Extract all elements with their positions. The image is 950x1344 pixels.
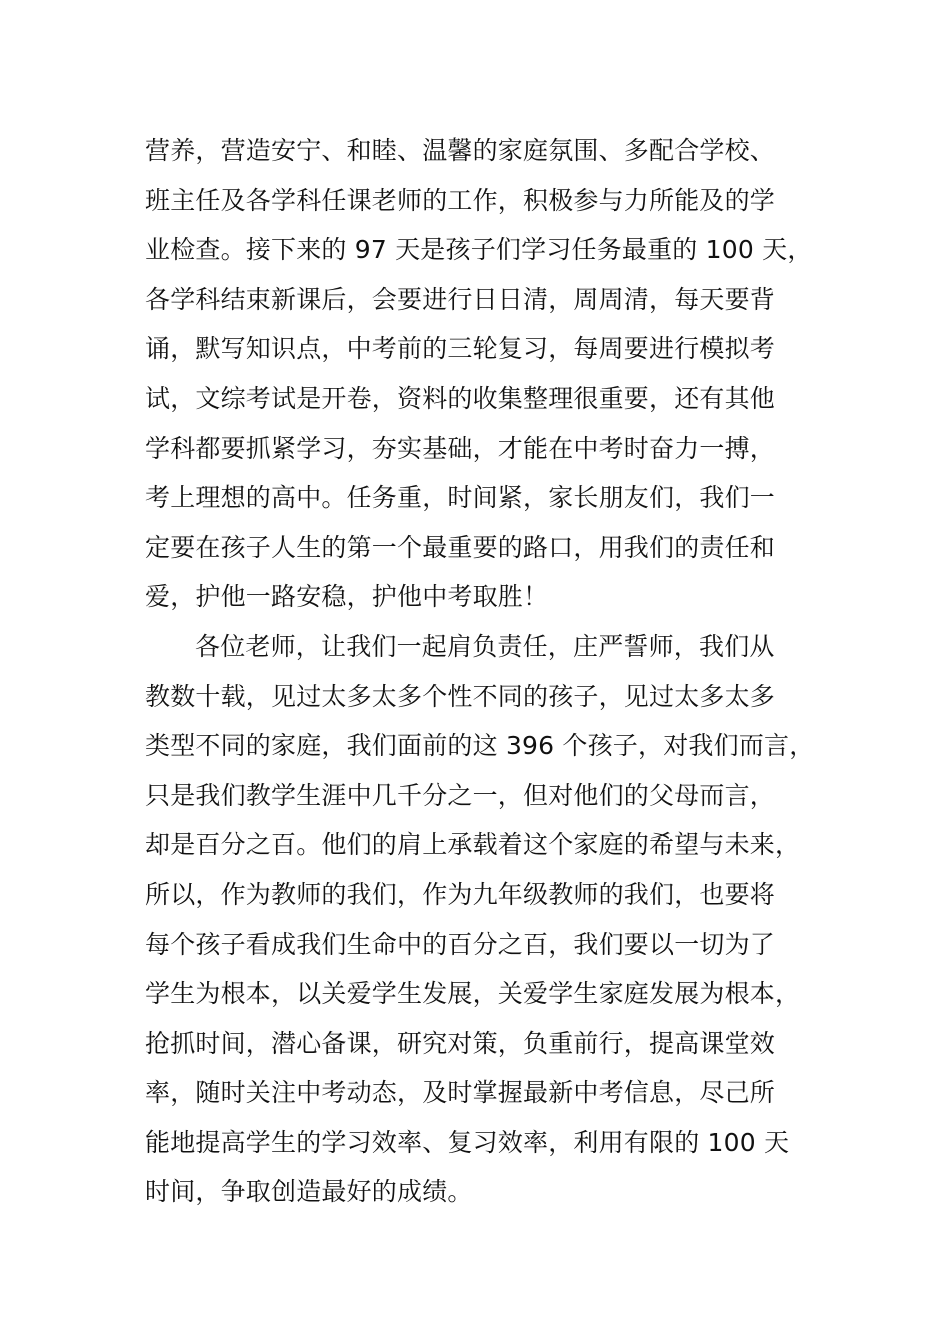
text-line: 学生为根本，以关爱学生发展，关爱学生家庭发展为根本， xyxy=(145,979,801,1009)
text-line: 抢抓时间，潜心备课，研究对策，负重前行，提高课堂效 xyxy=(145,1028,776,1058)
text-line: 类型不同的家庭，我们面前的这 396 个孩子，对我们而言， xyxy=(145,731,815,761)
paragraph-start-line: 各位老师，让我们一起肩负责任，庄严誓师，我们从 xyxy=(195,631,775,661)
text-line: 只是我们教学生涯中几千分之一，但对他们的父母而言， xyxy=(145,780,776,810)
body-text xyxy=(145,126,825,1217)
text-line: 教数十载，见过太多太多个性不同的孩子，见过太多太多 xyxy=(145,681,776,711)
text-line: 考上理想的高中。任务重，时间紧，家长朋友们，我们一 xyxy=(145,483,776,513)
text-line: 定要在孩子人生的第一个最重要的路口，用我们的责任和 xyxy=(145,532,776,562)
text-line: 诵，默写知识点，中考前的三轮复习，每周要进行模拟考 xyxy=(145,334,776,364)
text-line: 每个孩子看成我们生命中的百分之百，我们要以一切为了 xyxy=(145,929,776,959)
text-line: 时间，争取创造最好的成绩。 xyxy=(145,1177,473,1207)
text-line: 各学科结束新课后，会要进行日日清，周周清，每天要背 xyxy=(145,284,776,314)
text-line: 率，随时关注中考动态，及时掌握最新中考信息，尽己所 xyxy=(145,1078,776,1108)
text-line: 学科都要抓紧学习，夯实基础，才能在中考时奋力一搏， xyxy=(145,433,776,463)
text-line: 爱，护他一路安稳，护他中考取胜！ xyxy=(145,582,549,612)
text-line: 所以，作为教师的我们，作为九年级教师的我们，也要将 xyxy=(145,879,776,909)
text-line: 却是百分之百。他们的肩上承载着这个家庭的希望与未来， xyxy=(145,830,801,860)
text-line: 班主任及各学科任课老师的工作，积极参与力所能及的学 xyxy=(145,185,776,215)
text-line: 营养，营造安宁、和睦、温馨的家庭氛围、多配合学校、 xyxy=(145,136,776,165)
text-line: 能地提高学生的学习效率、复习效率，利用有限的 100 天 xyxy=(145,1127,790,1157)
text-line: 试，文综考试是开卷，资料的收集整理很重要，还有其他 xyxy=(145,383,776,413)
text-line: 业检查。接下来的 97 天是孩子们学习任务最重的 100 天， xyxy=(145,235,813,265)
